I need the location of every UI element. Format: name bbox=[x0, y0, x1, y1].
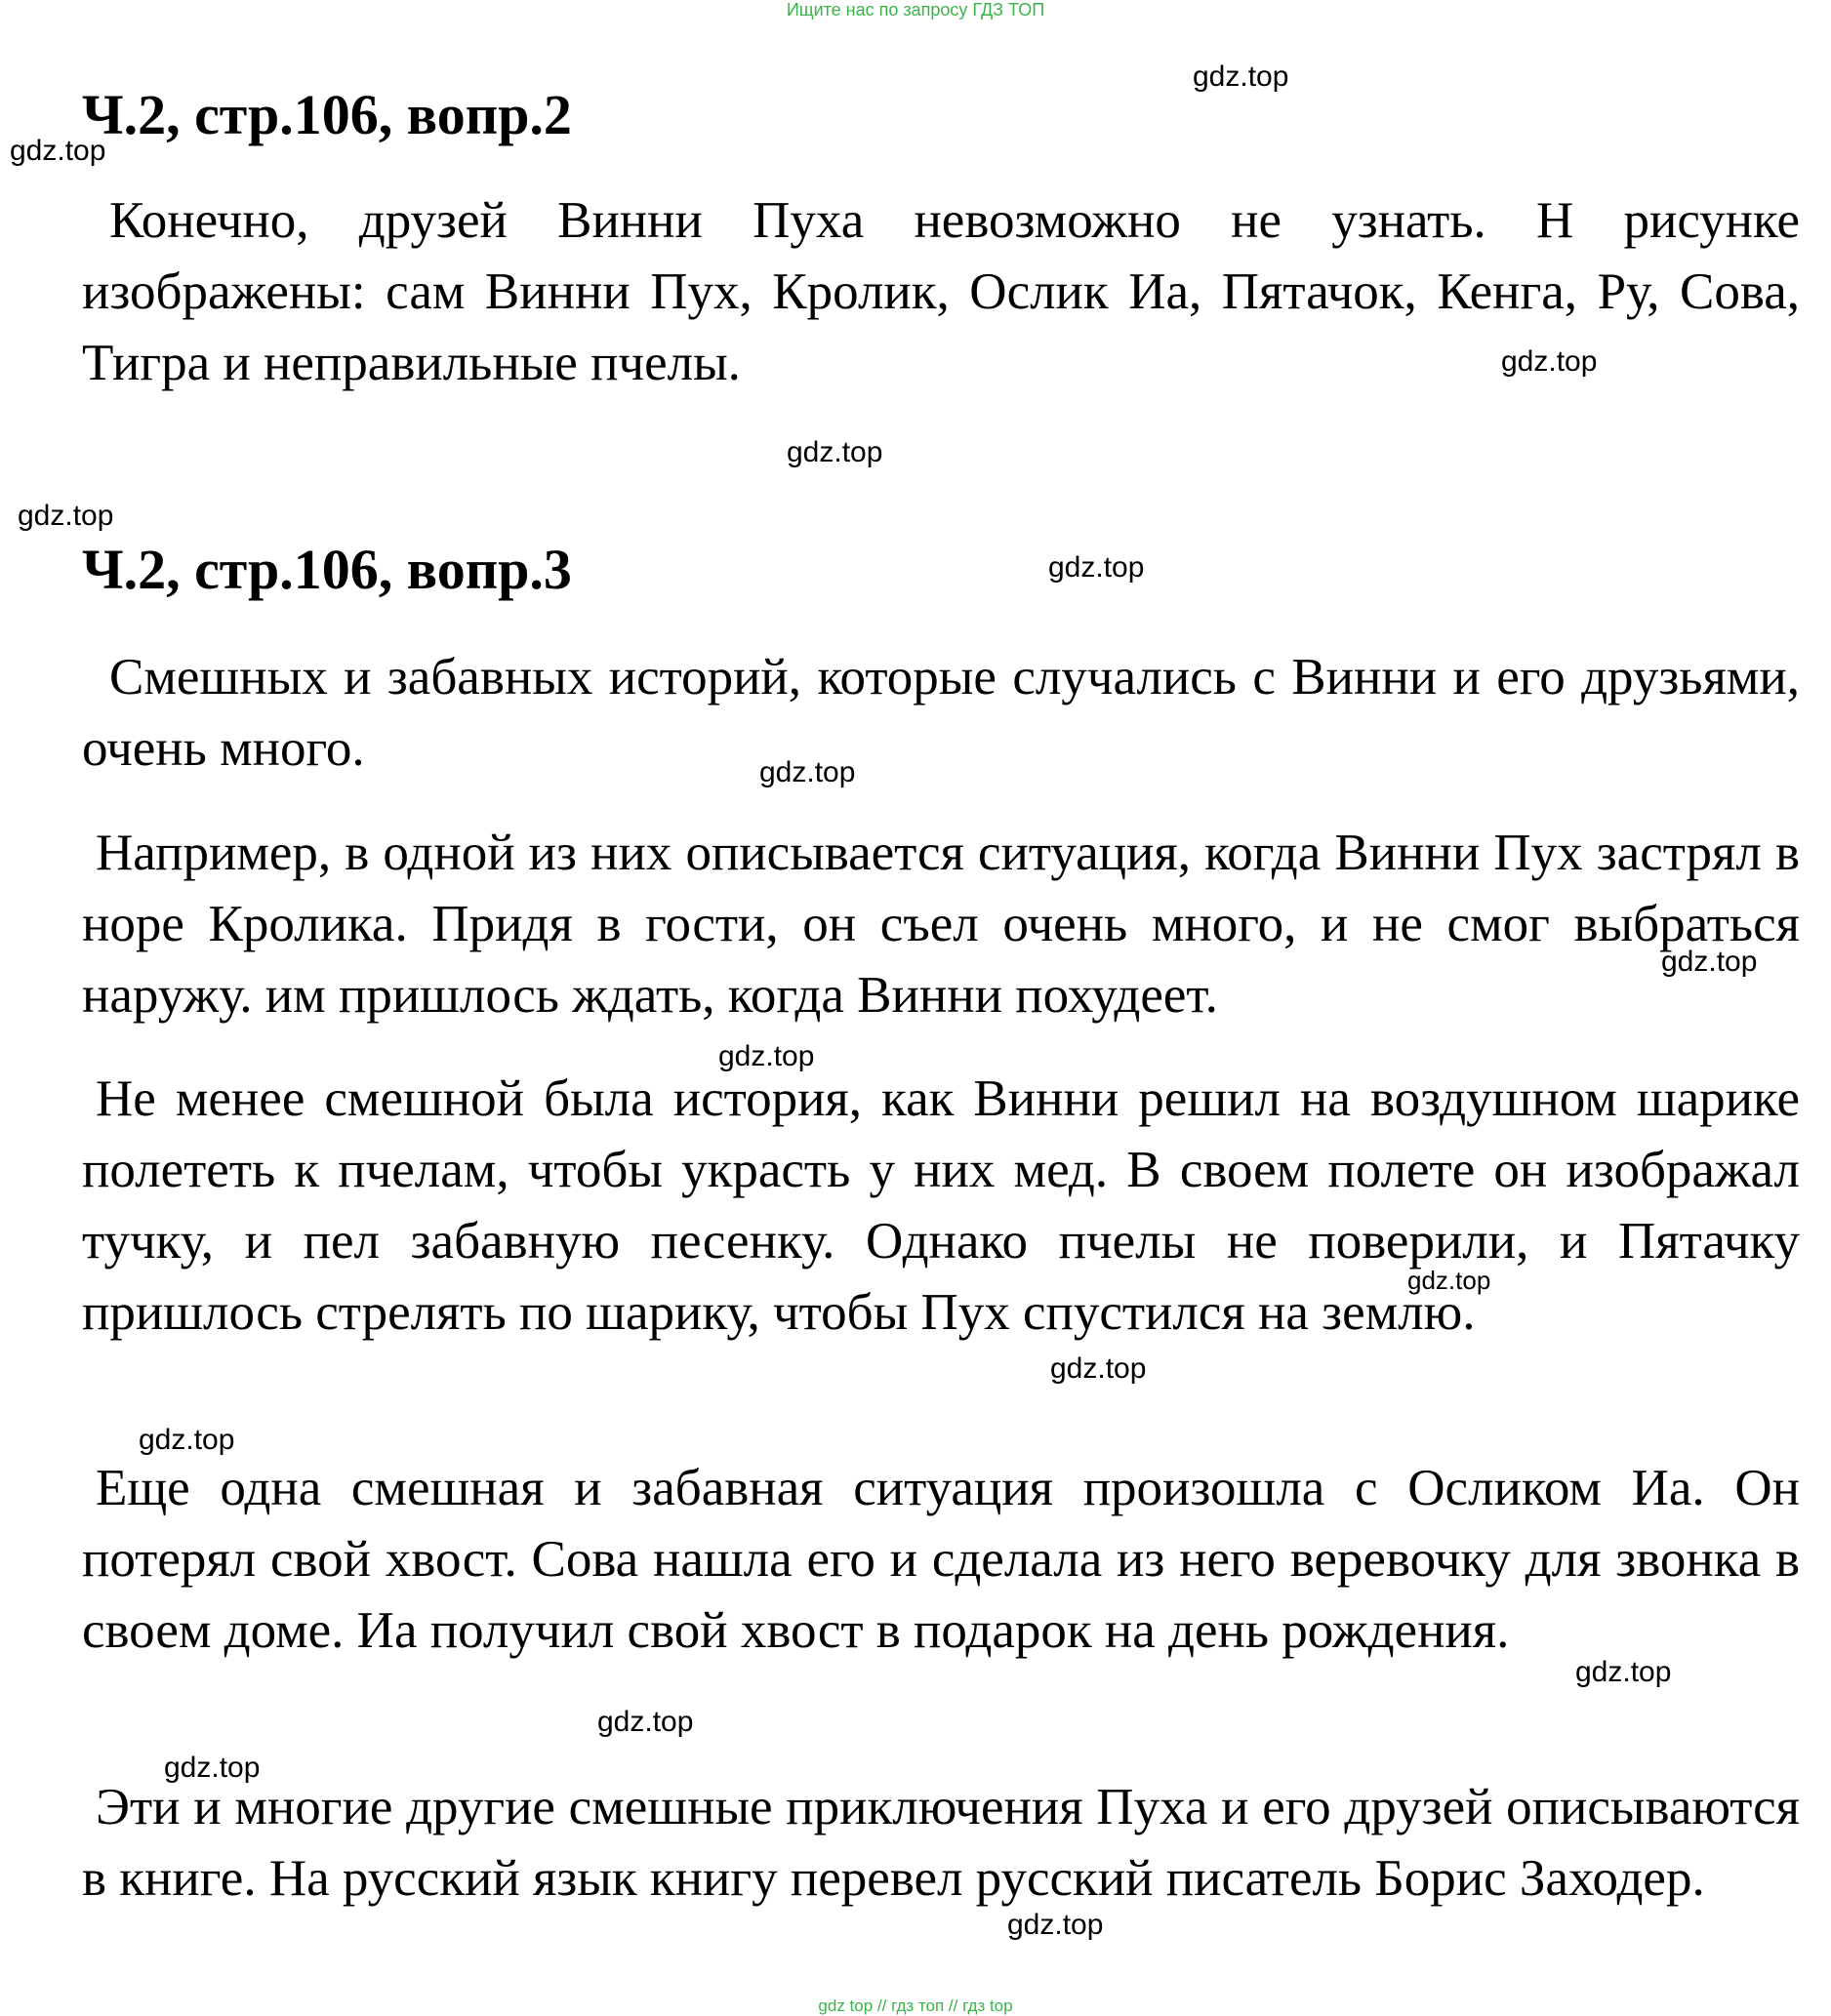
watermark: gdz.top bbox=[18, 500, 114, 532]
watermark: gdz.top bbox=[10, 135, 106, 167]
watermark: gdz.top bbox=[1193, 60, 1289, 93]
bottom-banner: gdz top // гдз топ // гдз top bbox=[818, 1996, 1013, 2015]
watermark: gdz.top bbox=[1007, 1909, 1104, 1941]
watermark: gdz.top bbox=[1048, 551, 1145, 584]
watermark: gdz.top bbox=[1050, 1352, 1147, 1385]
top-banner: Ищите нас по запросу ГДЗ ТОП bbox=[786, 0, 1045, 20]
answer-paragraph: Еще одна смешная и забавная ситуация произошла с Осликом Иа. Он потерял свой хвост. Сова нашла его и сделала из него веревочку для звонка в своем доме. Иа получил свой хвост в подарок на день рождения. bbox=[82, 1460, 1800, 1659]
watermark: gdz.top bbox=[718, 1040, 815, 1072]
section-heading-q3: Ч.2, стр.106, вопр.3 bbox=[82, 538, 572, 601]
watermark: gdz.top bbox=[1407, 1266, 1491, 1295]
watermark: gdz.top bbox=[1501, 345, 1598, 378]
watermark: gdz.top bbox=[1661, 946, 1758, 978]
watermark: gdz.top bbox=[787, 436, 883, 468]
section-heading-q2: Ч.2, стр.106, вопр.2 bbox=[82, 83, 572, 146]
watermark: gdz.top bbox=[759, 756, 856, 788]
answer-paragraph: Эти и многие другие смешные приключения Пуха и его друзей описываются в книге. На русский язык книгу перевел русский писатель Борис Заходер. bbox=[82, 1779, 1800, 1907]
answer-paragraph: Смешных и забавных историй, которые случались с Винни и его друзьями, очень много. bbox=[82, 649, 1800, 777]
watermark: gdz.top bbox=[1575, 1656, 1672, 1688]
answer-paragraph: Не менее смешной была история, как Винни решил на воздушном шарике полететь к пчелам, чтобы украсть у них мед. В своем полете он изображал тучку, и пел забавную песенку. Однако пчелы не поверили, и Пятачку пришлось стрелять по шарику, чтобы Пух спустился на землю. bbox=[82, 1070, 1800, 1341]
watermark: gdz.top bbox=[597, 1706, 694, 1738]
answer-paragraph: Конечно, друзей Винни Пуха невозможно не узнать. Н рисунке изображены: сам Винни Пух, Кролик, Ослик Иа, Пятачок, Кенга, Ру, Сова, Тигра и неправильные пчелы. bbox=[82, 192, 1800, 391]
answer-paragraph: Например, в одной из них описывается ситуация, когда Винни Пух застрял в норе Кролика. Придя в гости, он съел очень много, и не смог выбраться наружу. им пришлось ждать, когда Винни похудеет. bbox=[82, 825, 1800, 1024]
watermark: gdz.top bbox=[139, 1424, 235, 1456]
watermark: gdz.top bbox=[164, 1752, 261, 1784]
